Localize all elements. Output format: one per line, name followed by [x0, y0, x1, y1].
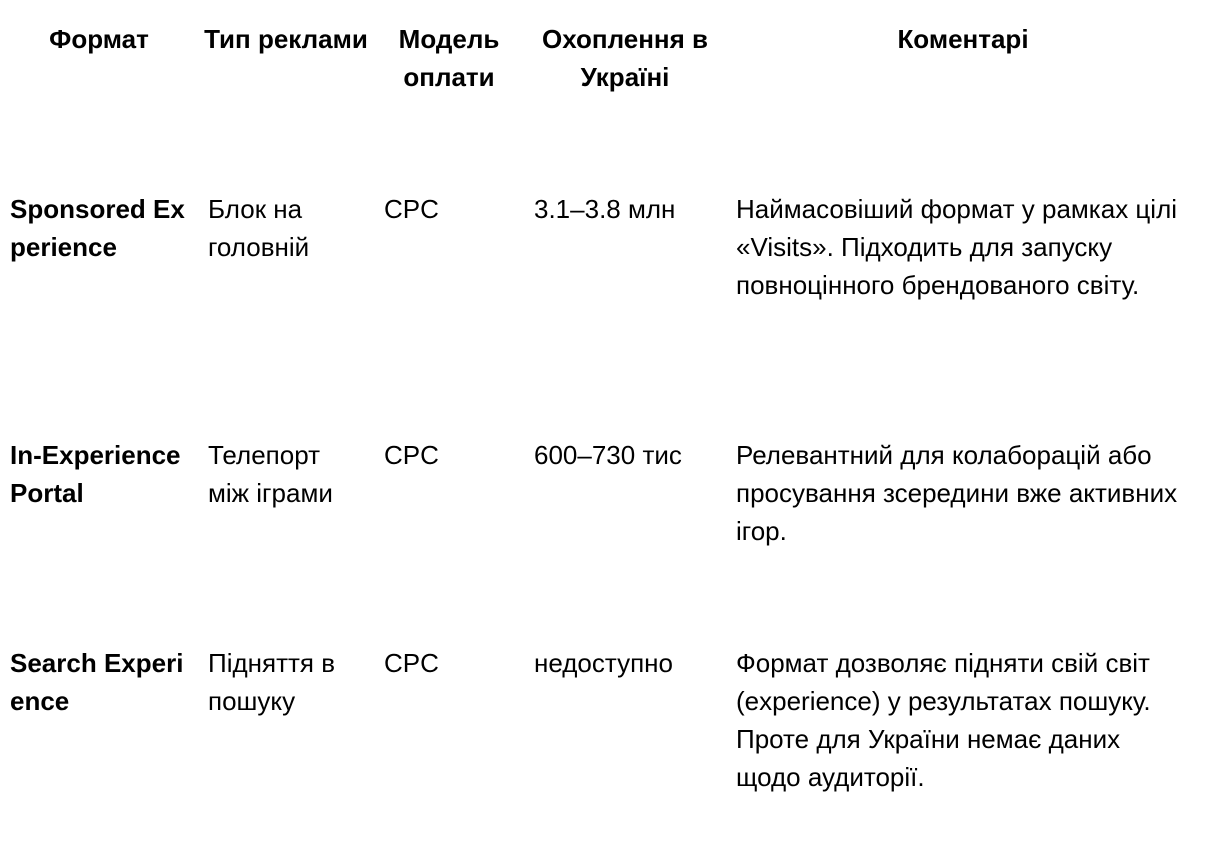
- cell-ad-type: Телепорт між іграми: [208, 440, 333, 508]
- cell-reach-ukraine: 3.1–3.8 млн: [534, 194, 676, 224]
- cell-comments: Релевантний для колаборацій або просування зсередини вже активних ігор.: [736, 440, 1178, 546]
- header-reach-ukraine: Охоплення в Україні: [541, 24, 709, 92]
- header-comments: Коментарі: [897, 24, 1029, 54]
- table-row: [0, 644, 1200, 844]
- cell-payment-model: CPC: [384, 194, 439, 224]
- cell-comments: Формат дозволяє підняти свій світ (experience) у результатах пошуку. Проте для України немає даних щодо аудиторії.: [736, 648, 1151, 792]
- cell-format: Sponsored Experience: [10, 194, 185, 262]
- cell-ad-type: Блок на головній: [208, 194, 310, 262]
- header-format: Формат: [49, 24, 149, 54]
- cell-reach-ukraine: 600–730 тис: [534, 440, 682, 470]
- cell-ad-type: Підняття в пошуку: [208, 648, 336, 716]
- cell-format: Search Experience: [10, 648, 184, 716]
- cell-comments: Наймасовіший формат у рамках цілі «Visits». Підходить для запуску повноцінного брендованого світу.: [736, 194, 1178, 300]
- header-ad-type: Тип реклами: [204, 24, 368, 54]
- cell-payment-model: CPC: [384, 648, 439, 678]
- table-header-row: [0, 0, 1200, 190]
- header-payment-model: Модель оплати: [398, 24, 500, 92]
- cell-payment-model: CPC: [384, 440, 439, 470]
- cell-format: In-Experience Portal: [10, 440, 181, 508]
- table-row: [0, 436, 1200, 644]
- table-row: [0, 190, 1200, 436]
- cell-reach-ukraine: недоступно: [534, 648, 673, 678]
